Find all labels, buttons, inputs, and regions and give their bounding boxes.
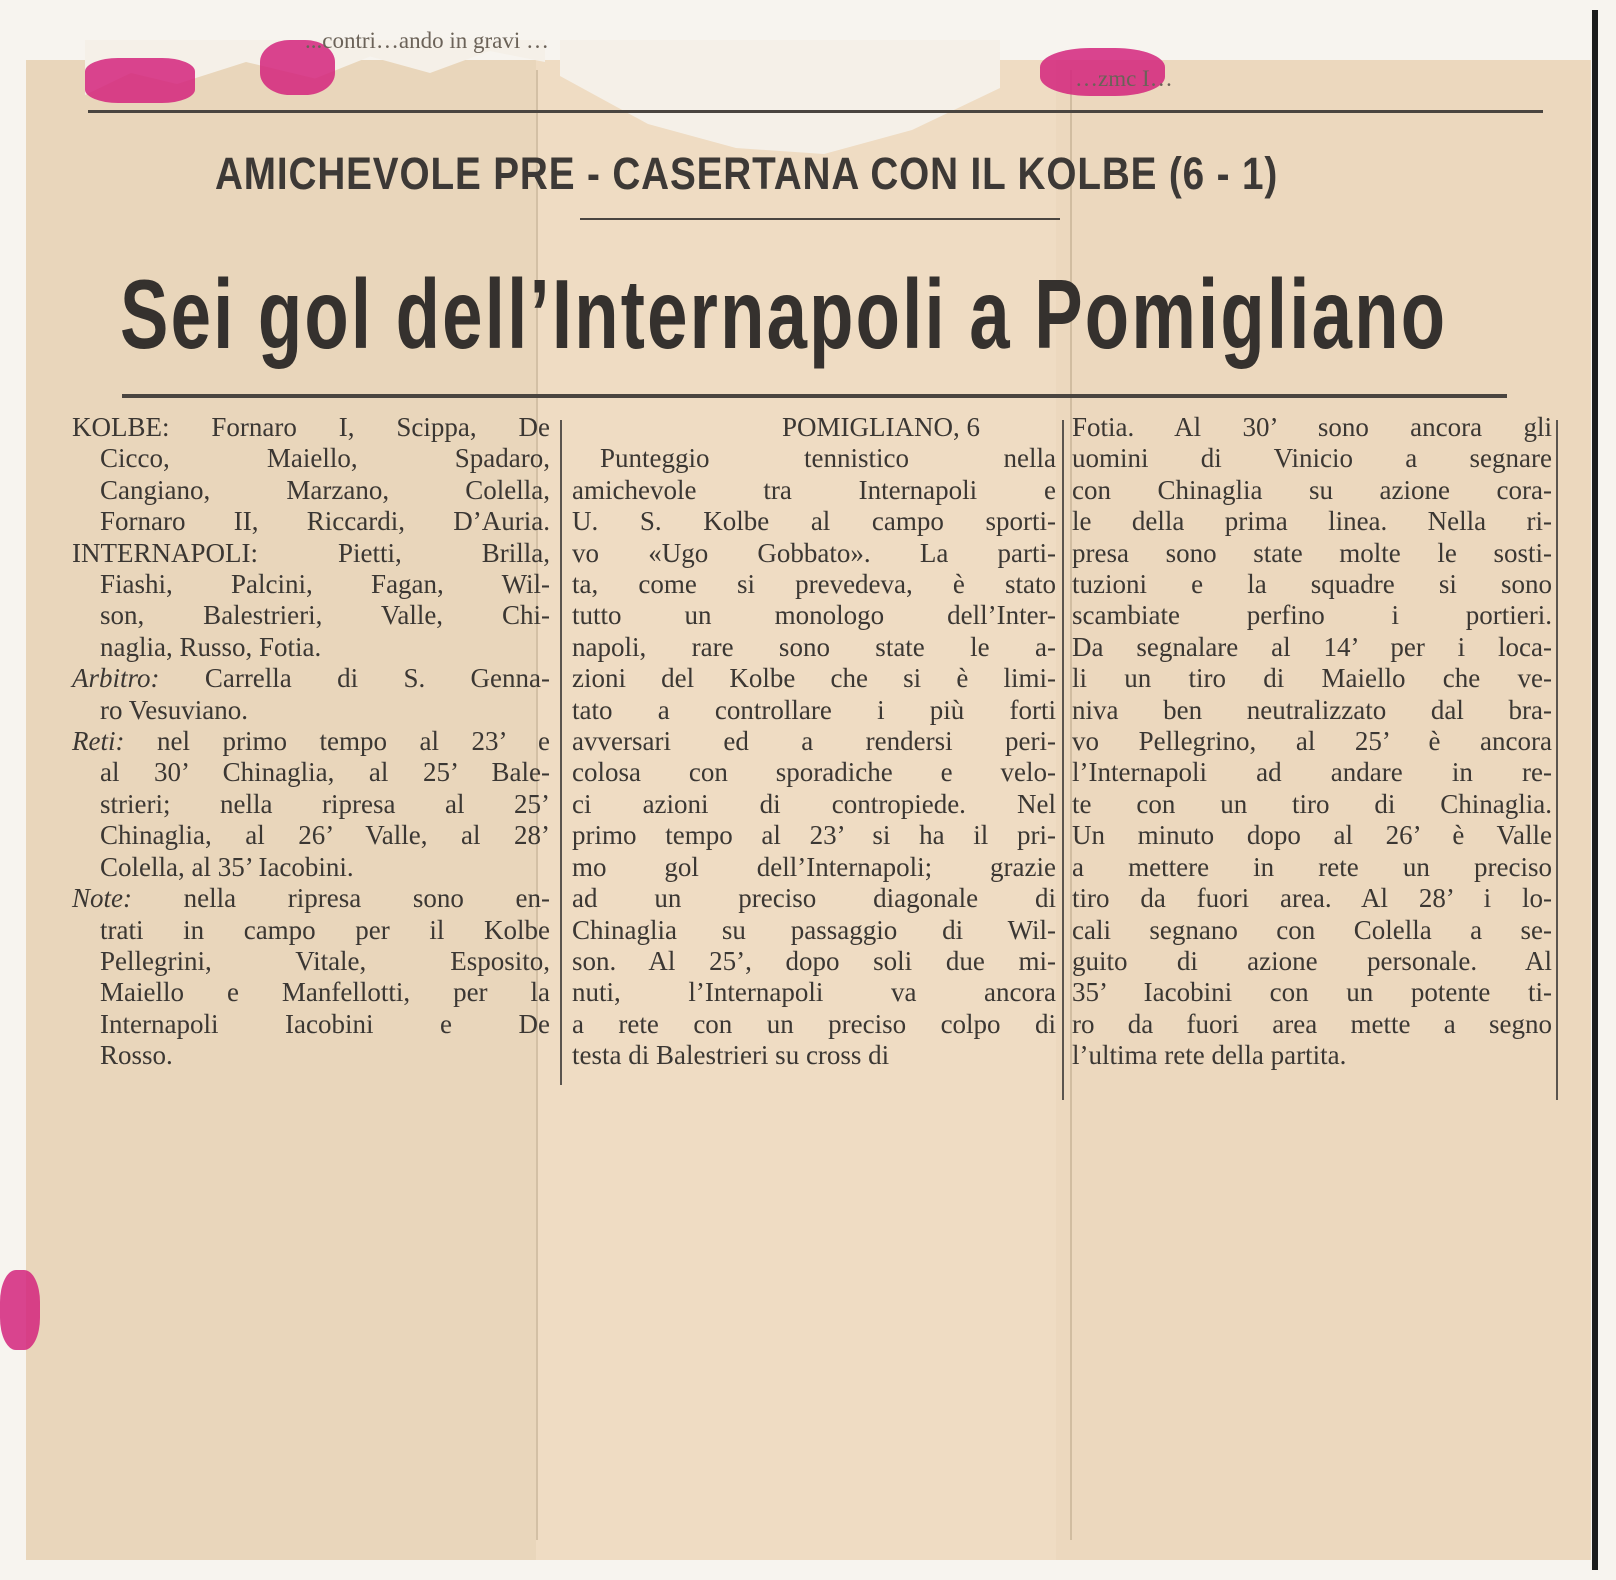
article-line: strieri; nella ripresa al 25’ [100,788,550,819]
article-line: Fiashi, Palcini, Fagan, Wil- [100,569,550,600]
article-headline: Sei gol dell’Internapoli a Pomigliano [120,259,1448,369]
article-line: Un minuto dopo al 26’ è Valle [1072,820,1552,851]
article-line: Cicco, Maiello, Spadaro, [100,443,550,474]
article-line: Note: nella ripresa sono en- [72,883,550,914]
article-column-1 [72,412,550,1072]
article-column-2 [572,412,1056,1072]
column-divider [1062,420,1064,1100]
article-line: Punteggio tennistico nella [600,443,1056,474]
article-line: Chinaglia su passaggio di Wil- [572,914,1056,945]
article-line: amichevole tra Internapoli e [572,474,1056,505]
ink-stain [0,1270,40,1350]
article-line: cali segnano con Colella a se- [1072,914,1552,945]
article-line: testa di Balestrieri su cross di [572,1040,890,1071]
headline-rule [122,394,1507,398]
article-column-3 [1072,412,1552,1072]
article-line: niva ben neutralizzato dal bra- [1072,694,1552,725]
article-line: con Chinaglia su azione cora- [1072,474,1552,505]
article-line: naglia, Russo, Fotia. [100,631,322,662]
article-line: ro da fuori area mette a segno [1072,1008,1552,1039]
column-divider [1556,420,1558,1100]
article-line: Internapoli Iacobini e De [100,1008,550,1039]
article-line: Reti: nel primo tempo al 23’ e [72,726,550,757]
article-line: zioni del Kolbe che si è limi- [572,663,1056,694]
article-line: Cangiano, Marzano, Colella, [100,474,550,505]
article-line: l’Internapoli ad andare in re- [1072,757,1552,788]
article-line: KOLBE: Fornaro I, Scippa, De [72,412,550,442]
kicker-rule [580,218,1060,220]
article-line: U. S. Kolbe al campo sporti- [572,506,1056,537]
article-line: nuti, l’Internapoli va ancora [572,977,1056,1008]
article-line: ta, come si prevedeva, è stato [572,569,1056,600]
article-line: presa sono state molte le sosti- [1072,537,1552,568]
article-line: guito di azione personale. Al [1072,945,1552,976]
article-line: le della prima linea. Nella ri- [1072,506,1552,537]
article-line: primo tempo al 23’ si ha il pri- [572,820,1056,851]
article-line: ad un preciso diagonale di [572,883,1056,914]
header-rule [88,110,1543,113]
article-line: Colella, al 35’ Iacobini. [100,851,354,882]
scan-edge [1592,10,1598,1570]
article-line: scambiate perfino i portieri. [1072,600,1552,631]
article-line: Maiello e Manfellotti, per la [100,977,550,1008]
article-line: Chinaglia, al 26’ Valle, al 28’ [100,820,550,851]
article-line: al 30’ Chinaglia, al 25’ Bale- [100,757,550,788]
article-line: li un tiro di Maiello che ve- [1072,663,1552,694]
article-line: tutto un monologo dell’Inter- [572,600,1056,631]
article-line: 35’ Iacobini con un potente ti- [1072,977,1552,1008]
article-line: tuzioni e la squadre si sono [1072,569,1552,600]
article-line: trati in campo per il Kolbe [100,914,550,945]
article-line: l’ultima rete della partita. [1072,1040,1347,1071]
article-line: son, Balestrieri, Valle, Chi- [100,600,550,631]
article-kicker: AMICHEVOLE PRE - CASERTANA CON IL KOLBE (6 - 1) [215,148,1279,199]
article-line: Rosso. [100,1040,173,1071]
article-line: ci azioni di contropiede. Nel [572,788,1056,819]
article-line: colosa con sporadiche e velo- [572,757,1056,788]
article-line: INTERNAPOLI: Pietti, Brilla, [72,537,550,568]
article-line: napoli, rare sono state le a- [572,631,1056,662]
dateline: POMIGLIANO, 6 [782,412,980,442]
ink-stain [85,58,195,103]
article-line: vo Pellegrino, al 25’ è ancora [1072,726,1552,757]
article-line: a mettere in rete un preciso [1072,851,1552,882]
column-divider [560,420,562,1085]
article-line: Arbitro: Carrella di S. Genna- [72,663,550,694]
article-line: vo «Ugo Gobbato». La parti- [572,537,1056,568]
article-line: te con un tiro di Chinaglia. [1072,788,1552,819]
article-line: mo gol dell’Internapoli; grazie [572,851,1056,882]
article-line: Da segnalare al 14’ per i loca- [1072,631,1552,662]
article-line: son. Al 25’, dopo soli due mi- [572,945,1056,976]
article-line: Pellegrini, Vitale, Esposito, [100,945,550,976]
article-line: a rete con un preciso colpo di [572,1008,1056,1039]
article-line: uomini di Vinicio a segnare [1072,443,1552,474]
top-text-fragment: ...contri…ando in gravi … [305,28,550,53]
article-line: ro Vesuviano. [100,694,248,725]
article-line: Fornaro II, Riccardi, D’Auria. [100,506,550,537]
article-line: Fotia. Al 30’ sono ancora gli [1072,412,1552,442]
top-text-fragment: …zmc I… [1075,66,1173,91]
article-line: tiro da fuori area. Al 28’ i lo- [1072,883,1552,914]
article-line: avversari ed a rendersi peri- [572,726,1056,757]
article-line: tato a controllare i più forti [572,694,1056,725]
